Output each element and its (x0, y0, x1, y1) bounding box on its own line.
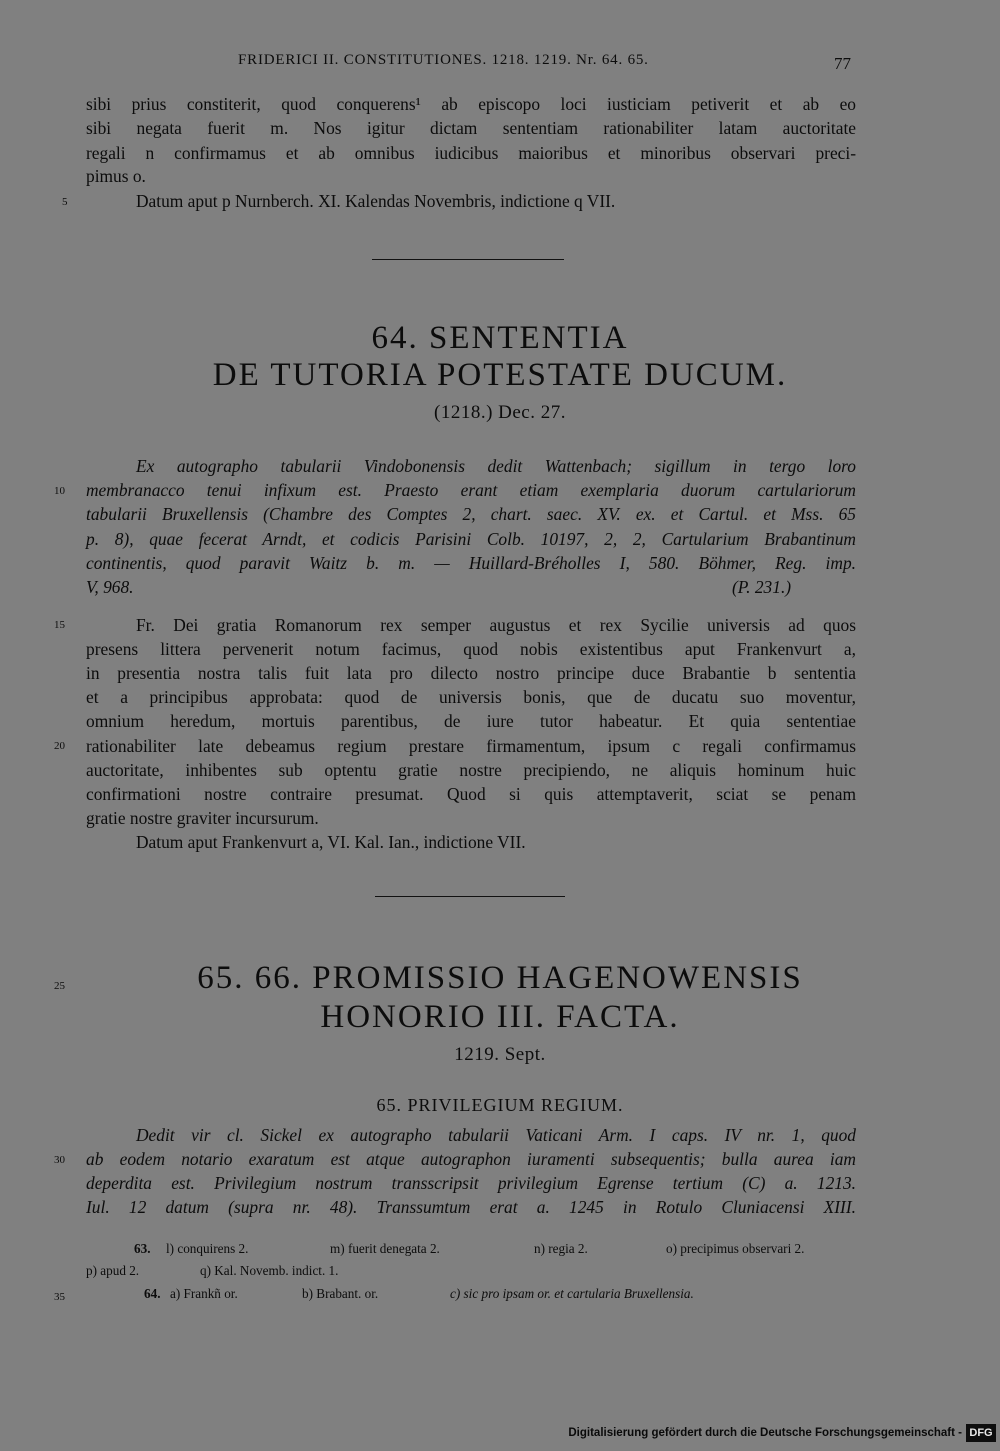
margin-line-number: 35 (54, 1291, 65, 1303)
dfg-logo: DFG (966, 1424, 996, 1442)
text-line: omnium heredum, mortuis parentibus, de iure tutor habeatur. Et quia sententiae (86, 711, 856, 731)
source-note-line: Ex autographo tabularii Vindobonensis dedit Wattenbach; sigillum in tergo loro (136, 456, 856, 476)
margin-line-number: 5 (62, 196, 68, 208)
footnote-item: m) fuerit denegata 2. (330, 1241, 440, 1256)
source-note-line: V, 968. (86, 577, 134, 597)
source-note-line: Iul. 12 datum (supra nr. 48). Transsumtum erat a. 1245 in Rotulo Cluniacensi XIII. (86, 1197, 856, 1217)
text-line: presens littera pervenerit notum facimus, quod nobis existentibus aput Frankenvurt a, (86, 639, 856, 659)
page-number: 77 (834, 54, 851, 73)
source-note-line: p. 8), quae fecerat Arndt, et codicis Parisini Colb. 10197, 2, 2, Cartularium Brabantinum (86, 529, 856, 549)
margin-line-number: 15 (54, 619, 65, 631)
text-line: in presentia nostra talis fuit lata pro dilecto nostro principe duce Brabantie b sententia (86, 663, 856, 683)
source-note-line: Dedit vir cl. Sickel ex autographo tabularii Vaticani Arm. I caps. IV nr. 1, quod (136, 1125, 856, 1145)
text-line: auctoritate, inhibentes sub optentu gratie nostre precipiendo, ne aliquis hominum huic (86, 760, 856, 780)
section-title: HONORIO III. FACTA. (320, 999, 680, 1035)
text-line: sibi prius constiterit, quod conquerens¹ ab episcopo loci iusticiam petiverit et ab eo (86, 94, 856, 114)
text-line: regali n confirmamus et ab omnibus iudicibus maioribus et minoribus observari preci- (86, 143, 856, 163)
section-title: 65. 66. PROMISSIO HAGENOWENSIS (197, 960, 803, 996)
footnote-item: o) precipimus observari 2. (666, 1241, 805, 1256)
footnote-label: 63. (134, 1241, 151, 1256)
running-head: FRIDERICI II. CONSTITUTIONES. 1218. 1219. Nr. 64. 65. (238, 52, 649, 68)
footnote-item: c) sic pro ipsam or. et cartularia Bruxellensia. (450, 1286, 694, 1301)
source-note-line: continentis, quod paravit Waitz b. m. — Huillard-Bréholles I, 580. Böhmer, Reg. imp. (86, 553, 856, 573)
subsection-heading: 65. PRIVILEGIUM REGIUM. (376, 1095, 624, 1115)
text-line: et a principibus approbata: quod de universis bonis, que de ducatu suo moventur, (86, 687, 856, 707)
footnote-item: p) apud 2. (86, 1263, 140, 1278)
text-line: sibi negata fuerit m. Nos igitur dictam sententiam rationabiliter latam auctoritate (86, 118, 856, 138)
source-reference: (P. 231.) (732, 577, 792, 597)
source-note-line: tabularii Bruxellensis (Chambre des Comptes 2, chart. saec. XV. ex. et Cartul. et Mss. 65 (86, 504, 856, 524)
footnote-item: a) Frankñ or. (170, 1286, 238, 1301)
source-note-line: deperdita est. Privilegium nostrum transscripsit privilegium Egrense tertium (C) a. 1213. (86, 1173, 856, 1193)
datum-line: Datum aput Frankenvurt a, VI. Kal. Ian., indictione VII. (136, 832, 526, 852)
section-date: 1219. Sept. (454, 1044, 546, 1065)
section-divider (372, 259, 564, 260)
datum-line: Datum aput p Nurnberch. XI. Kalendas Novembris, indictione q VII. (136, 191, 616, 211)
source-note-line: membranacco tenui infixum est. Praesto erant etiam exemplaria duorum cartulariorum (86, 480, 856, 500)
digitization-credit: Digitalisierung gefördert durch die Deutsche Forschungsgemeinschaft - (568, 1427, 962, 1439)
footnote-item: n) regia 2. (534, 1241, 588, 1256)
source-note-line: ab eodem notario exaratum est atque autographon iuramenti subsequentis; bulla aurea iam (86, 1149, 856, 1169)
text-line: Fr. Dei gratia Romanorum rex semper augustus et rex Sycilie universis ad quos (136, 615, 856, 635)
margin-line-number: 10 (54, 485, 65, 497)
footnote-label: 64. (144, 1286, 161, 1301)
footnote-item: l) conquirens 2. (166, 1241, 249, 1256)
section-divider (375, 896, 565, 897)
section-date: (1218.) Dec. 27. (434, 402, 566, 423)
text-line: rationabiliter late debeamus regium prestare firmamentum, ipsum c regali confirmamus (86, 736, 856, 756)
text-line: pimus o. (86, 166, 146, 186)
section-title: DE TUTORIA POTESTATE DUCUM. (212, 357, 788, 393)
text-line: confirmationi nostre contraire presumat. Quod si quis attemptaverit, sciat se penam (86, 784, 856, 804)
section-title: 64. SENTENTIA (371, 320, 629, 356)
footnote-item: b) Brabant. or. (302, 1286, 379, 1301)
text-line: gratie nostre graviter incursurum. (86, 808, 319, 828)
margin-line-number: 20 (54, 740, 65, 752)
footnote-item: q) Kal. Novemb. indict. 1. (200, 1263, 339, 1278)
margin-line-number: 30 (54, 1154, 65, 1166)
margin-line-number: 25 (54, 980, 65, 992)
